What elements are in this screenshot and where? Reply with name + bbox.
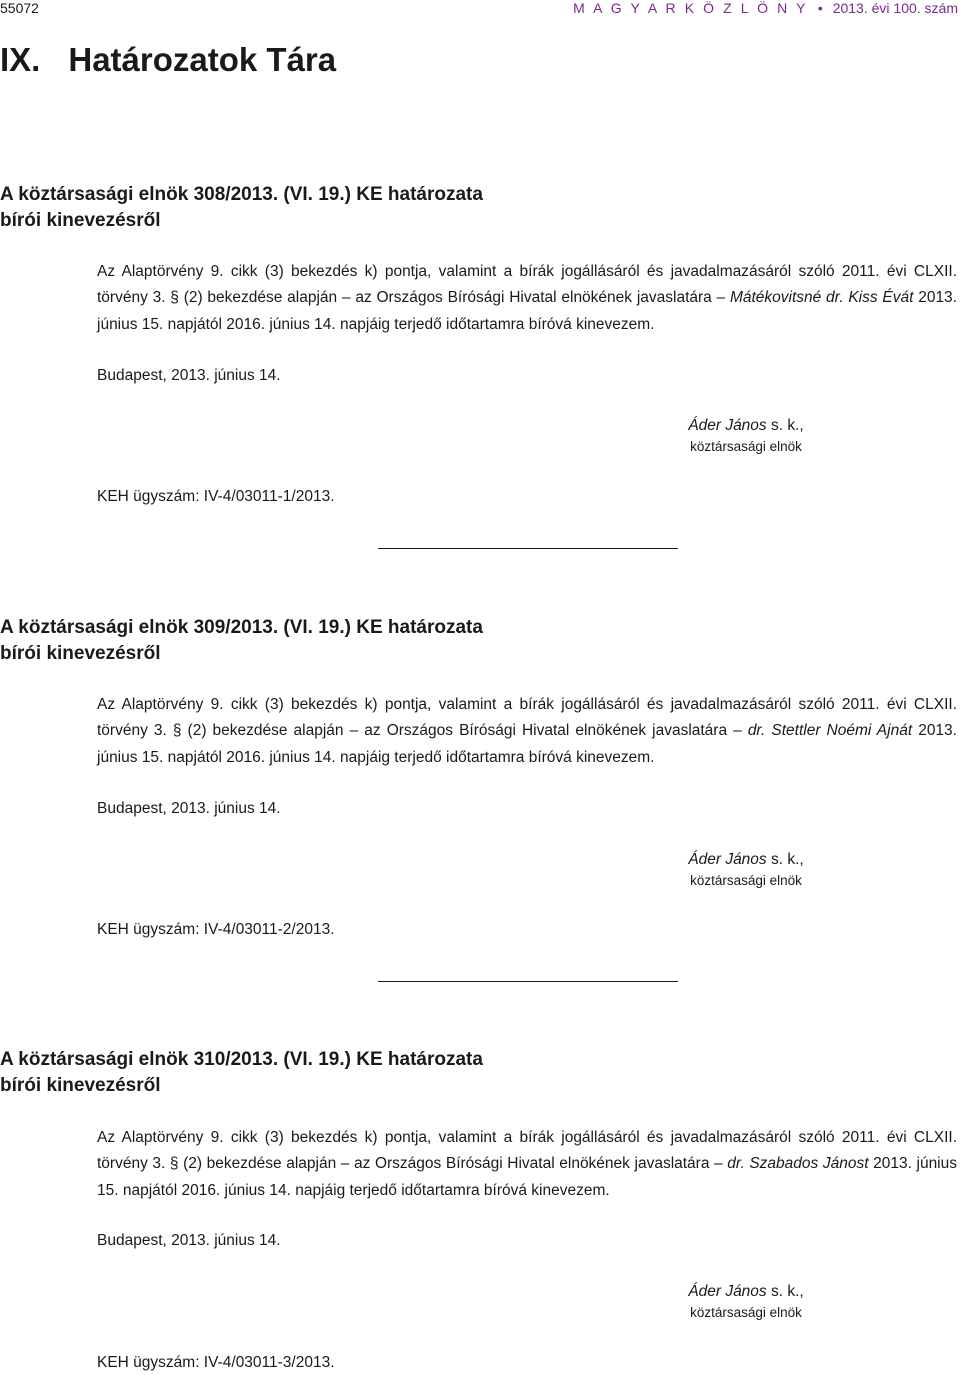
signer-role: köztársasági elnök <box>690 439 802 454</box>
chapter-title <box>0 38 336 82</box>
appointee-name: Mátékovitsné dr. Kiss Évát <box>729 289 914 307</box>
section-divider <box>378 548 678 549</box>
decision-subtitle: bírói kinevezésről <box>0 1075 161 1096</box>
chapter-number: IX. <box>0 41 41 78</box>
running-head <box>573 0 958 16</box>
decision-body-text: 2013. június 15. napjától 2016. június 14. napjáig terjedő időtartamra bíróvá kinevezem. <box>97 289 957 333</box>
bullet-separator: • <box>817 0 823 16</box>
decision-title <box>0 615 483 667</box>
decision-body <box>97 259 957 338</box>
decision-body-text: Az Alaptörvény 9. cikk (3) bekezdés k) pontja, valamint a bírák jogállásáról és javadalmazásáról szóló 2011. évi CLXII. törvény 3. § (2) bekezdése alapján – az Országos Bírósági Hivatal elnökének javaslatára – <box>97 1129 957 1173</box>
appointee-name: dr. Szabados Jánost <box>727 1155 869 1173</box>
decision-body-text: Az Alaptörvény 9. cikk (3) bekezdés k) pontja, valamint a bírák jogállásáról és javadalmazásáról szóló 2011. évi CLXII. törvény 3. § (2) bekezdése alapján – az Országos Bírósági Hivatal elnökének javaslatára – <box>97 696 957 740</box>
journal-name: M A G Y A R K Ö Z L Ö N Y <box>573 0 809 16</box>
signature-block <box>596 416 896 456</box>
decision-title-line: A köztársasági elnök 308/2013. (VI. 19.) KE határozata <box>0 184 483 205</box>
decision-body <box>97 692 957 771</box>
decision-body-text: 2013. június 15. napjától 2016. június 14. napjáig terjedő időtartamra bíróvá kinevezem. <box>97 1155 957 1199</box>
signature-block <box>596 1282 896 1322</box>
signer-name: Áder János s. k., <box>688 1283 804 1300</box>
decision-subtitle: bírói kinevezésről <box>0 643 161 664</box>
signer-role: köztársasági elnök <box>690 873 802 888</box>
place-date: Budapest, 2013. június 14. <box>97 367 281 384</box>
decision-body <box>97 1125 957 1204</box>
decision-title <box>0 1047 483 1099</box>
case-number: KEH ügyszám: IV-4/03011-1/2013. <box>97 488 335 505</box>
signature-block <box>596 850 896 890</box>
page-number: 55072 <box>0 0 39 16</box>
issue-number: 2013. évi 100. szám <box>832 0 958 16</box>
decision-title-line: A köztársasági elnök 310/2013. (VI. 19.) KE határozata <box>0 1049 483 1070</box>
decision-title-line: A köztársasági elnök 309/2013. (VI. 19.) KE határozata <box>0 617 483 638</box>
decision-body-text: 2013. június 15. napjától 2016. június 14. napjáig terjedő időtartamra bíróvá kinevezem. <box>97 722 957 766</box>
place-date: Budapest, 2013. június 14. <box>97 1232 281 1249</box>
appointee-name: dr. Stettler Noémi Ajnát <box>747 722 913 740</box>
signer-name: Áder János s. k., <box>688 851 804 868</box>
signer-name: Áder János s. k., <box>688 417 804 434</box>
section-divider <box>378 981 678 982</box>
decision-title <box>0 182 483 234</box>
signer-role: köztársasági elnök <box>690 1305 802 1320</box>
case-number: KEH ügyszám: IV-4/03011-3/2013. <box>97 1354 335 1371</box>
decision-body-text: Az Alaptörvény 9. cikk (3) bekezdés k) pontja, valamint a bírák jogállásáról és javadalmazásáról szóló 2011. évi CLXII. törvény 3. § (2) bekezdése alapján – az Országos Bírósági Hivatal elnökének javaslatára – <box>97 263 957 307</box>
case-number: KEH ügyszám: IV-4/03011-2/2013. <box>97 921 335 938</box>
decision-subtitle: bírói kinevezésről <box>0 210 161 231</box>
place-date: Budapest, 2013. június 14. <box>97 800 281 817</box>
chapter-name: Határozatok Tára <box>68 41 337 78</box>
